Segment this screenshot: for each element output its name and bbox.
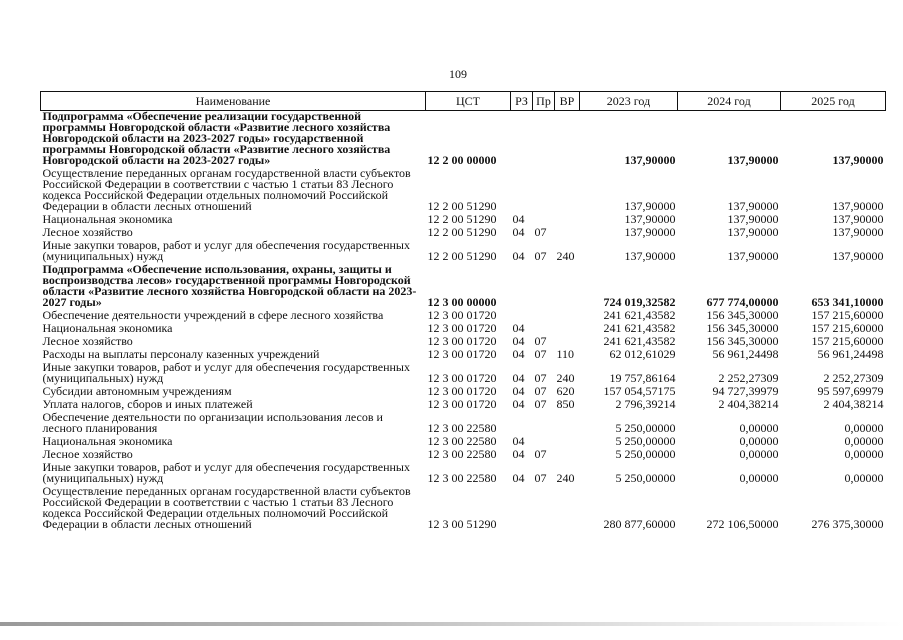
row-2023-cell: 137,90000 — [624, 199, 676, 213]
row-rz-cell — [511, 262, 533, 308]
row-2025-cell: 56 961,24498 — [817, 347, 884, 361]
row-cst-cell: 12 2 00 51290 — [427, 212, 497, 226]
row-2025-cell: 137,90000 — [832, 199, 884, 213]
row-rz-cell: 04 — [512, 434, 525, 448]
row-vr-cell — [555, 308, 580, 321]
table-row — [41, 397, 886, 410]
table-row — [41, 460, 886, 484]
row-rz-cell: 04 — [512, 347, 525, 361]
row-vr-cell: 240 — [556, 371, 575, 385]
row-2023-cell: 137,90000 — [624, 249, 676, 263]
row-pr-cell: 07 — [534, 249, 547, 263]
row-vr-cell: 850 — [556, 397, 575, 411]
row-name-cell: Национальная экономика — [42, 212, 173, 226]
row-2025-cell: 2 404,38214 — [823, 397, 884, 411]
row-name-cell: Иные закупки товаров, работ и услуг для обеспечения государственных (муниципальных) нужд — [42, 360, 410, 385]
row-cst-cell: 12 3 00 01720 — [427, 334, 497, 348]
row-name-cell: Осуществление переданных органам государственной власти субъектов Российской Федерации в соответствии с частью 1 статьи 83 Лесного кодекса Российской Федерации отдельных полномочий Российской Федерации в области лесных отношений — [42, 484, 411, 531]
row-rz-cell: 04 — [512, 384, 525, 398]
row-vr-cell — [555, 212, 580, 225]
row-2025-cell: 2 252,27309 — [823, 371, 884, 385]
row-cst-cell: 12 2 00 00000 — [427, 153, 497, 167]
row-2023-cell: 19 757,86164 — [609, 371, 676, 385]
header-2025: 2025 год — [781, 92, 886, 111]
row-vr-cell — [555, 166, 580, 212]
row-pr-cell — [533, 308, 555, 321]
row-cst-cell: 12 3 00 01720 — [427, 347, 497, 361]
row-name-cell: Субсидии автономным учреждениям — [42, 384, 232, 398]
row-rz-cell: 04 — [512, 397, 525, 411]
row-2023-cell: 5 250,00000 — [615, 447, 676, 461]
row-pr-cell: 07 — [534, 471, 547, 485]
row-pr-cell: 07 — [534, 371, 547, 385]
row-name-cell: Лесное хозяйство — [42, 225, 133, 239]
table-row — [41, 384, 886, 397]
row-rz-cell: 04 — [512, 371, 525, 385]
row-pr-cell — [533, 321, 555, 334]
page-number: 109 — [449, 67, 467, 81]
row-cst-cell: 12 3 00 01720 — [427, 308, 497, 322]
row-pr-cell: 07 — [534, 225, 547, 239]
row-vr-cell — [555, 434, 580, 447]
row-2023-cell: 2 796,39214 — [615, 397, 676, 411]
row-name-cell: Уплата налогов, сборов и иных платежей — [42, 397, 253, 411]
row-cst-cell: 12 3 00 01720 — [427, 397, 497, 411]
row-2023-cell: 241 621,43582 — [603, 334, 676, 348]
row-pr-cell — [533, 212, 555, 225]
row-rz-cell: 04 — [512, 334, 525, 348]
row-pr-cell — [533, 484, 555, 530]
row-2023-cell: 5 250,00000 — [615, 471, 676, 485]
header-rz: РЗ — [511, 92, 533, 111]
row-2024-cell: 156 345,30000 — [706, 308, 779, 322]
row-name-cell: Национальная экономика — [42, 321, 173, 335]
row-2025-cell: 0,00000 — [844, 434, 884, 448]
row-2023-cell: 137,90000 — [624, 153, 676, 167]
row-rz-cell — [511, 308, 533, 321]
row-pr-cell — [533, 262, 555, 308]
row-cst-cell: 12 3 00 22580 — [427, 471, 497, 485]
table-header — [41, 92, 886, 111]
row-rz-cell — [511, 484, 533, 530]
header-2024: 2024 год — [678, 92, 781, 111]
row-2025-cell: 137,90000 — [832, 153, 884, 167]
row-2024-cell: 677 774,00000 — [706, 295, 779, 309]
row-2023-cell: 5 250,00000 — [615, 434, 676, 448]
row-2023-cell: 241 621,43582 — [603, 321, 676, 335]
header-cst: ЦСТ — [426, 92, 511, 111]
table-row — [41, 238, 886, 262]
row-rz-cell: 04 — [512, 471, 525, 485]
row-2025-cell: 157 215,60000 — [811, 321, 884, 335]
row-2023-cell: 241 621,43582 — [603, 308, 676, 322]
header-pr: Пр — [533, 92, 555, 111]
table-row — [41, 225, 886, 238]
row-2025-cell: 0,00000 — [844, 421, 884, 435]
row-2024-cell: 0,00000 — [739, 471, 779, 485]
row-name-cell: Лесное хозяйство — [42, 334, 133, 348]
table-row — [41, 321, 886, 334]
row-2025-cell: 95 597,69979 — [817, 384, 884, 398]
row-pr-cell: 07 — [534, 397, 547, 411]
row-2023-cell: 137,90000 — [624, 212, 676, 226]
row-2024-cell: 0,00000 — [739, 447, 779, 461]
header-2023: 2023 год — [580, 92, 678, 111]
row-cst-cell: 12 3 00 01720 — [427, 321, 497, 335]
row-2025-cell: 653 341,10000 — [811, 295, 884, 309]
row-2025-cell: 137,90000 — [832, 249, 884, 263]
row-2024-cell: 137,90000 — [727, 153, 779, 167]
table-row — [41, 111, 886, 167]
table-row — [41, 484, 886, 530]
row-cst-cell: 12 3 00 22580 — [427, 434, 497, 448]
row-name-cell: Подпрограмма «Обеспечение использования, охраны, защиты и воспроизводства лесов» государственной программы Новгородской области «Развитие лесного хозяйства Новгородской области на 2023-2027 годы» — [42, 262, 417, 309]
row-cst-cell: 12 3 00 00000 — [427, 295, 497, 309]
row-cst-cell: 12 3 00 22580 — [427, 421, 497, 435]
row-2024-cell: 137,90000 — [727, 249, 779, 263]
row-2023-cell: 5 250,00000 — [615, 421, 676, 435]
table-row — [41, 447, 886, 460]
row-vr-cell: 620 — [556, 384, 575, 398]
row-name-cell: Осуществление переданных органам государственной власти субъектов Российской Федерации в соответствии с частью 1 статьи 83 Лесного кодекса Российской Федерации отдельных полномочий Российской Федерации в области лесных отношений — [42, 166, 411, 213]
row-pr-cell: 07 — [534, 384, 547, 398]
row-2024-cell: 137,90000 — [727, 225, 779, 239]
row-2024-cell: 2 252,27309 — [718, 371, 779, 385]
row-2024-cell: 156 345,30000 — [706, 334, 779, 348]
row-pr-cell — [533, 410, 555, 434]
row-rz-cell: 04 — [512, 321, 525, 335]
row-rz-cell: 04 — [512, 447, 525, 461]
row-rz-cell: 04 — [512, 212, 525, 226]
row-2025-cell: 137,90000 — [832, 225, 884, 239]
row-name-cell: Подпрограмма «Обеспечение реализации государственной программы Новгородской области «Развитие лесного хозяйства Новгородской области на 2023-2027 годы» государственной программы Новгородской области «Развитие лесного хозяйства Новгородской области на 2023-2027 годы» — [42, 109, 391, 167]
row-cst-cell: 12 3 00 01720 — [427, 384, 497, 398]
table-body — [41, 111, 886, 531]
row-2023-cell: 157 054,57175 — [603, 384, 676, 398]
row-2024-cell: 56 961,24498 — [712, 347, 779, 361]
row-pr-cell — [533, 166, 555, 212]
row-2024-cell: 137,90000 — [727, 199, 779, 213]
row-rz-cell — [511, 111, 533, 167]
row-cst-cell: 12 3 00 22580 — [427, 447, 497, 461]
row-pr-cell: 07 — [534, 334, 547, 348]
table-row — [41, 410, 886, 434]
table-row — [41, 308, 886, 321]
row-2024-cell: 137,90000 — [727, 212, 779, 226]
header-vr: ВР — [555, 92, 580, 111]
row-name-cell: Лесное хозяйство — [42, 447, 133, 461]
row-vr-cell — [555, 447, 580, 460]
row-name-cell: Обеспечение деятельности учреждений в сфере лесного хозяйства — [42, 308, 384, 322]
scan-edge-shadow — [0, 622, 903, 626]
row-vr-cell — [555, 225, 580, 238]
row-2025-cell: 0,00000 — [844, 471, 884, 485]
row-name-cell: Обеспечение деятельности по организации использования лесов и лесного планирования — [42, 410, 383, 435]
row-cst-cell: 12 3 00 51290 — [427, 517, 497, 531]
row-vr-cell — [555, 111, 580, 167]
budget-table — [40, 91, 886, 530]
row-cst-cell: 12 2 00 51290 — [427, 199, 497, 213]
row-2025-cell: 157 215,60000 — [811, 308, 884, 322]
table-row — [41, 334, 886, 347]
row-2024-cell: 272 106,50000 — [706, 517, 779, 531]
table-row — [41, 212, 886, 225]
row-pr-cell — [533, 111, 555, 167]
row-pr-cell: 07 — [534, 447, 547, 461]
row-rz-cell — [511, 410, 533, 434]
table-row — [41, 434, 886, 447]
row-vr-cell — [555, 484, 580, 530]
table-row — [41, 166, 886, 212]
row-2023-cell: 62 012,61029 — [609, 347, 676, 361]
row-pr-cell — [533, 434, 555, 447]
row-2023-cell: 724 019,32582 — [603, 295, 676, 309]
row-2024-cell: 0,00000 — [739, 421, 779, 435]
table-row — [41, 262, 886, 308]
row-2025-cell: 0,00000 — [844, 447, 884, 461]
row-2023-cell: 280 877,60000 — [603, 517, 676, 531]
row-vr-cell — [555, 321, 580, 334]
row-rz-cell: 04 — [512, 249, 525, 263]
row-vr-cell — [555, 262, 580, 308]
row-2024-cell: 94 727,39979 — [712, 384, 779, 398]
row-vr-cell: 240 — [556, 471, 575, 485]
row-2023-cell: 137,90000 — [624, 225, 676, 239]
row-name-cell: Расходы на выплаты персоналу казенных учреждений — [42, 347, 320, 361]
row-rz-cell — [511, 166, 533, 212]
table-row — [41, 347, 886, 360]
row-name-cell: Иные закупки товаров, работ и услуг для обеспечения государственных (муниципальных) нужд — [42, 460, 410, 485]
row-2024-cell: 2 404,38214 — [718, 397, 779, 411]
row-vr-cell: 110 — [556, 347, 575, 361]
row-cst-cell: 12 2 00 51290 — [427, 225, 497, 239]
table-row — [41, 360, 886, 384]
row-vr-cell — [555, 410, 580, 434]
row-2025-cell: 137,90000 — [832, 212, 884, 226]
row-2024-cell: 0,00000 — [739, 434, 779, 448]
row-2025-cell: 276 375,30000 — [811, 517, 884, 531]
row-cst-cell: 12 2 00 51290 — [427, 249, 497, 263]
row-name-cell: Национальная экономика — [42, 434, 173, 448]
row-cst-cell: 12 3 00 01720 — [427, 371, 497, 385]
row-2024-cell: 156 345,30000 — [706, 321, 779, 335]
row-name-cell: Иные закупки товаров, работ и услуг для обеспечения государственных (муниципальных) нужд — [42, 238, 410, 263]
header-name: Наименование — [41, 92, 426, 111]
row-2025-cell: 157 215,60000 — [811, 334, 884, 348]
row-vr-cell: 240 — [556, 249, 575, 263]
row-rz-cell: 04 — [512, 225, 525, 239]
row-pr-cell: 07 — [534, 347, 547, 361]
row-vr-cell — [555, 334, 580, 347]
